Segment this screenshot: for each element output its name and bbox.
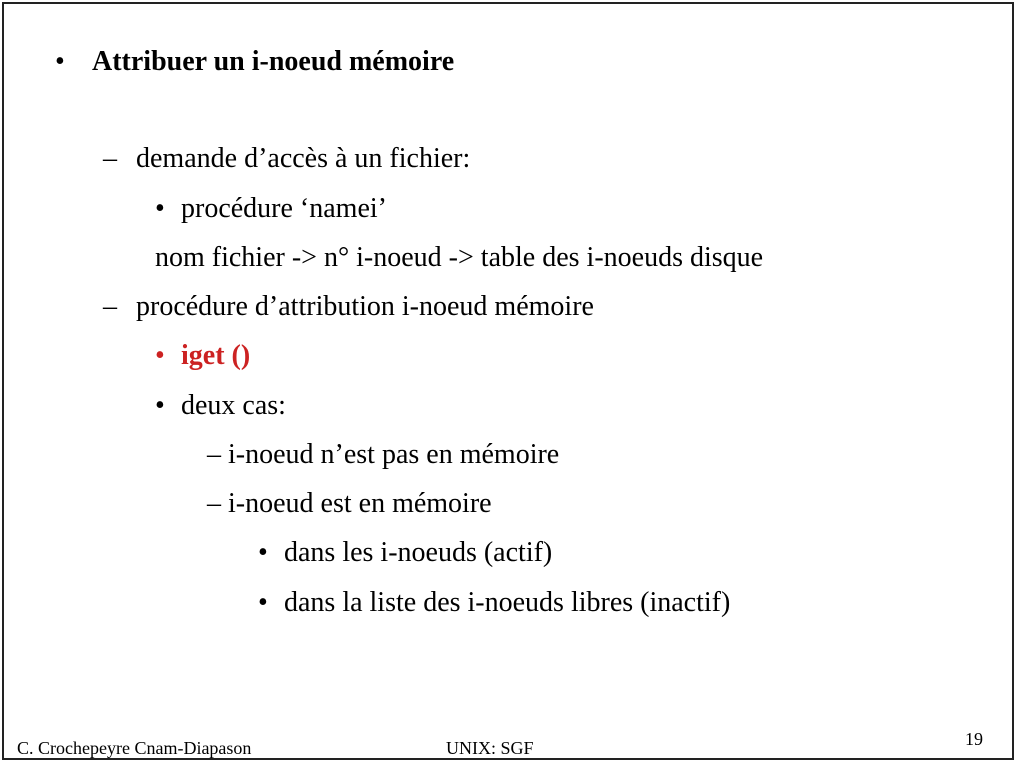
item-deux-cas: deux cas: bbox=[181, 390, 286, 421]
sub-sub-bullet-1: • bbox=[258, 537, 268, 568]
item-nom-fichier: nom fichier -> n° i-noeud -> table des i-noeuds disque bbox=[155, 242, 764, 273]
item-procedure-namei: procédure ‘namei’ bbox=[181, 193, 387, 224]
title-bullet: • bbox=[55, 46, 65, 77]
slide-title: Attribuer un i-noeud mémoire bbox=[92, 46, 455, 77]
item-in-memory: – i-noeud est en mémoire bbox=[207, 488, 492, 519]
dash-bullet-2: – bbox=[103, 291, 117, 322]
footer-author: C. Crochepeyre Cnam-Diapason bbox=[17, 738, 252, 758]
item-demande-acces: demande d’accès à un fichier: bbox=[136, 143, 471, 174]
item-not-in-memory: – i-noeud n’est pas en mémoire bbox=[207, 439, 560, 470]
footer-course: UNIX: SGF bbox=[446, 738, 534, 758]
item-actif: dans les i-noeuds (actif) bbox=[284, 537, 553, 568]
sub-bullet-iget: • bbox=[155, 340, 165, 371]
item-inactif: dans la liste des i-noeuds libres (inactif) bbox=[284, 587, 731, 618]
sub-sub-bullet-2: • bbox=[258, 587, 268, 618]
sub-bullet-deux-cas: • bbox=[155, 390, 165, 421]
page-number: 19 bbox=[965, 729, 983, 749]
item-iget: iget () bbox=[181, 340, 251, 371]
item-procedure-attribution: procédure d’attribution i-noeud mémoire bbox=[136, 291, 594, 322]
sub-bullet-1: • bbox=[155, 193, 165, 224]
slide-frame bbox=[2, 2, 1014, 760]
dash-bullet-1: – bbox=[103, 143, 117, 174]
